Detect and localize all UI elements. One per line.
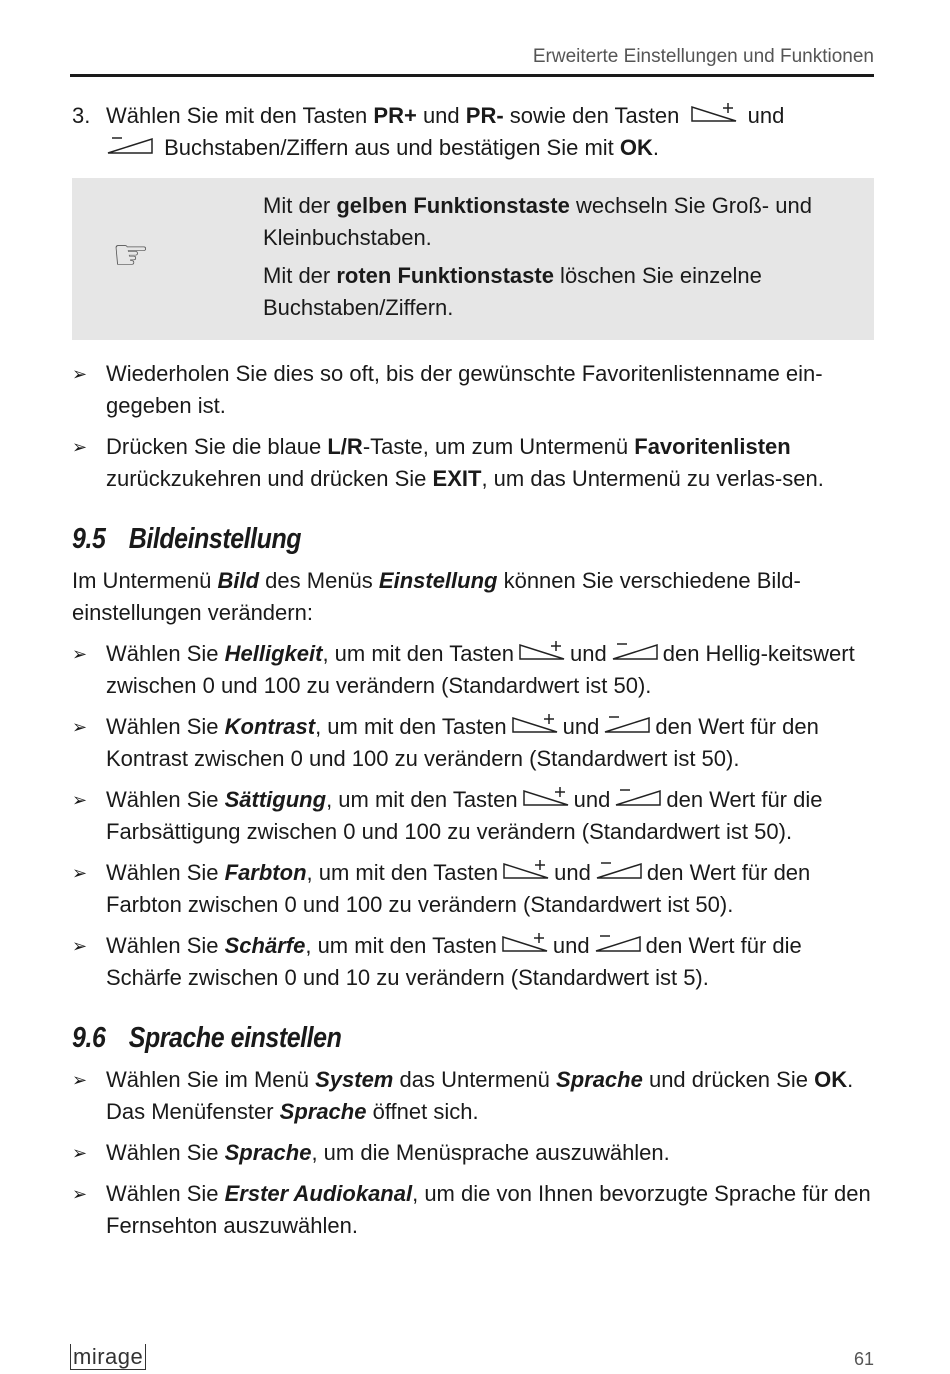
list-item [72,358,874,422]
bullet-arrow-icon: ➢ [72,1070,88,1090]
menu-name: Helligkeit [224,641,323,666]
hint-text: löschen Sie einzelne Buchstaben/Ziffern. [263,263,762,320]
hint-paragraph-red [263,260,866,324]
volume-plus-icon [518,639,566,663]
key-ok: OK [619,135,653,160]
list-item-key: OK [814,1067,848,1092]
list-item-text: , um mit den Tasten [305,933,497,958]
mirage-logo [70,1346,146,1368]
volume-plus-icon [511,712,559,736]
list-item-text: Drücken Sie die blaue [106,434,328,459]
running-header: Erweiterte Einstellungen und Funktionen [70,44,874,77]
list-item [72,930,874,994]
list-item [72,1178,874,1242]
bullet-arrow-icon: ➢ [72,936,88,956]
bullet-arrow-icon: ➢ [72,863,88,883]
list-item-text: und [554,860,591,885]
list-item-text: Wählen Sie [106,714,225,739]
list-item-key: EXIT [432,466,482,491]
key-pr-minus: PR- [465,103,504,128]
menu-name: Einstellung [378,568,498,593]
list-item-text: und [570,641,607,666]
list-item-text: den Hellig-keitswert zwischen 0 und 100 zu verändern (Standardwert ist 50). [106,641,855,698]
logo-text: mirage [70,1344,146,1370]
list-item-text: , um das Untermenü zu verlas-sen. [481,466,824,491]
hint-text: wechseln Sie Groß- und Kleinbuchstaben. [263,193,812,250]
list-item-text: und drücken Sie [642,1067,815,1092]
list-item-text: , um mit den Tasten [322,641,515,666]
intro-text: können Sie verschiedene Bild-einstellungen verändern: [72,568,801,625]
volume-minus-icon [611,639,659,663]
bullet-arrow-icon: ➢ [72,1143,88,1163]
list-item-text: Wählen Sie [106,787,225,812]
bullet-arrow-icon: ➢ [72,790,88,810]
section-heading-9-5 [72,521,762,557]
key-pr-plus: PR+ [373,103,417,128]
step-text: und [416,103,466,128]
step-text: Wählen Sie mit den Tasten [106,103,374,128]
menu-name: Schärfe [224,933,306,958]
pointing-hand-icon: ☞ [112,231,150,278]
list-item-text: öffnet sich. [366,1099,479,1124]
bullet-arrow-icon: ➢ [72,644,88,664]
hint-text: Mit der [263,263,337,288]
hint-box [72,178,874,340]
hint-paragraph-yellow [263,190,866,254]
list-item-text: und [552,933,590,958]
section-intro [72,565,874,629]
volume-minus-icon [595,858,643,882]
hint-text: Mit der [263,193,337,218]
section-number: 9.6 [72,1022,106,1054]
volume-plus-icon [690,101,738,125]
bullet-arrow-icon: ➢ [72,717,88,737]
volume-minus-icon [594,931,642,955]
section-title: Sprache einstellen [128,1022,342,1054]
section-title: Bildeinstellung [128,523,302,555]
list-item-text: , um mit den Tasten [326,787,518,812]
list-item-text: Wählen Sie [106,860,225,885]
section-number: 9.5 [72,523,106,555]
list-item-text: und [573,787,611,812]
list-item-text: Wiederholen Sie dies so oft, bis der gewünschte Favoritenlistenname ein-gegeben ist. [106,361,823,418]
menu-name: Kontrast [224,714,316,739]
step-3 [72,100,874,164]
list-item-text: Wählen Sie [106,1140,225,1165]
list-item [72,784,874,848]
list-item-text: -Taste, um zum Untermenü [362,434,635,459]
step-number: 3. [72,103,91,128]
list-item [72,638,874,702]
intro-text: Im Untermenü [72,568,218,593]
menu-name: Sprache [279,1099,367,1124]
volume-minus-icon [614,785,662,809]
hint-key: roten Funktionstaste [336,263,554,288]
volume-plus-icon [522,785,570,809]
list-item-text: . Das Menüfenster [106,1067,854,1124]
list-item-text: Wählen Sie im Menü [106,1067,316,1092]
step-text: . [652,135,660,160]
intro-text: des Menüs [259,568,379,593]
picture-settings-list [72,638,874,994]
volume-minus-icon [603,712,651,736]
list-item-text: und [562,714,600,739]
menu-name: Bild [217,568,260,593]
menu-name: Sättigung [224,787,327,812]
list-item-text: das Untermenü [393,1067,557,1092]
section-heading-9-6 [72,1020,762,1056]
list-item-key: Favoritenlisten [634,434,791,459]
list-item-text: den Wert für den Kontrast zwischen 0 und 100 zu verändern (Standardwert ist 50). [106,714,819,771]
list-item-text: Wählen Sie [106,1181,225,1206]
list-item-text: den Wert für die Schärfe zwischen 0 und 10 zu verändern (Standardwert ist 5). [106,933,802,990]
menu-name: Farbton [224,860,307,885]
bullet-arrow-icon: ➢ [72,364,88,384]
list-item-text: den Wert für die Farbsättigung zwischen 0 und 100 zu verändern (Standardwert ist 50). [106,787,823,844]
list-item [72,857,874,921]
list-item-text: zurückzukehren und drücken Sie [106,466,433,491]
bullet-arrow-icon: ➢ [72,1184,88,1204]
list-item-text: den Wert für den Farbton zwischen 0 und 100 zu verändern (Standardwert ist 50). [106,860,811,917]
list-item-text: , um die Menüsprache auszuwählen. [311,1140,670,1165]
volume-plus-icon [501,931,549,955]
menu-name: Sprache [224,1140,312,1165]
step-text: sowie den Tasten [503,103,680,128]
list-item [72,431,874,495]
list-item [72,1137,874,1169]
volume-plus-icon [502,858,550,882]
hint-key: gelben Funktionstaste [336,193,570,218]
list-item [72,711,874,775]
list-item-text: , um mit den Tasten [315,714,507,739]
page-content [72,100,874,1251]
list-item-text: Wählen Sie [106,933,225,958]
page-number: 61 [853,1349,874,1369]
bullet-arrow-icon: ➢ [72,437,88,457]
list-item-text: , um mit den Tasten [306,860,499,885]
menu-name: System [315,1067,394,1092]
list-item-key: L/R [327,434,363,459]
menu-name: Sprache [556,1067,643,1092]
step-text: und [747,103,785,128]
list-item-text: , um die von Ihnen bevorzugte Sprache für den Fernsehton auszuwählen. [106,1181,871,1238]
volume-minus-icon [106,133,154,157]
menu-name: Erster Audiokanal [224,1181,413,1206]
list-item [72,1064,874,1128]
list-item-text: Wählen Sie [106,641,225,666]
step-text: Buchstaben/Ziffern aus und bestätigen Sie mit [164,135,620,160]
